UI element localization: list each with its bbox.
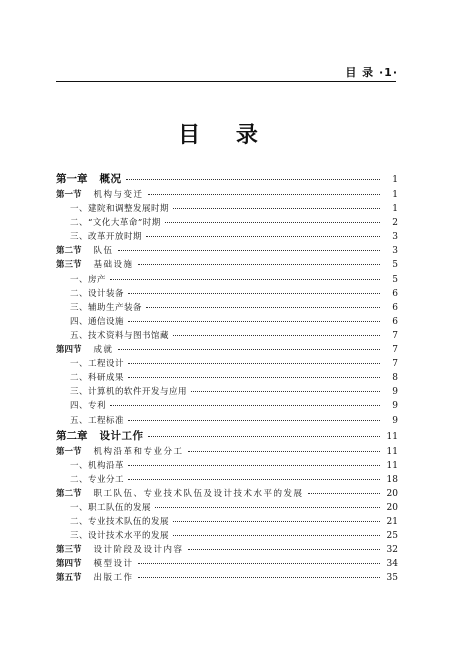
toc-section-title: 设计阶段及设计内容 <box>93 545 184 556</box>
toc-chapter <box>56 171 398 188</box>
toc-section <box>56 543 398 557</box>
toc-item <box>56 230 398 244</box>
toc-item-title: 四、专利 <box>70 401 107 412</box>
toc-item <box>56 287 398 301</box>
toc-page-number: 8 <box>392 373 398 384</box>
toc-item <box>56 414 398 428</box>
toc-section <box>56 343 398 357</box>
dot-leader <box>191 391 380 392</box>
toc-section <box>56 557 398 571</box>
dot-leader <box>188 549 380 550</box>
dot-leader <box>138 264 380 265</box>
toc-section <box>56 571 398 585</box>
toc-section-number: 第五节 <box>56 573 82 584</box>
toc-item-title: 五、工程标准 <box>70 415 125 426</box>
toc-item-title: 二、“文化大革命”时期 <box>70 218 161 229</box>
toc-section-title: 基础设施 <box>93 260 134 271</box>
toc-item-title: 三、改革开放时期 <box>70 232 143 243</box>
dot-leader <box>110 405 380 406</box>
dot-leader <box>118 349 380 350</box>
table-of-contents <box>56 171 398 586</box>
toc-item-title: 一、建院和调整发展时期 <box>70 204 170 215</box>
toc-page-number: 5 <box>392 260 398 271</box>
toc-section-number: 第二节 <box>56 488 82 499</box>
toc-section-title: 机构沿革和专业分工 <box>93 446 184 457</box>
dot-leader <box>138 563 380 564</box>
toc-page-number: 3 <box>392 246 398 257</box>
toc-page-number: 9 <box>392 415 398 426</box>
toc-item <box>56 399 398 413</box>
toc-item-title: 三、计算机的软件开发与应用 <box>70 387 188 398</box>
toc-chapter-number: 第二章 <box>56 429 88 442</box>
toc-item-title: 四、通信设施 <box>70 316 125 327</box>
toc-page-number: 18 <box>386 474 398 485</box>
toc-item <box>56 385 398 399</box>
toc-item <box>56 315 398 329</box>
toc-item-title: 二、科研成果 <box>70 373 125 384</box>
dot-leader <box>173 521 380 522</box>
toc-item <box>56 501 398 515</box>
toc-chapter <box>56 428 398 445</box>
dot-leader <box>110 279 380 280</box>
toc-chapter-title: 概况 <box>99 173 122 185</box>
toc-item-title: 一、职工队伍的发展 <box>70 502 152 513</box>
toc-chapter-title: 设计工作 <box>99 429 144 442</box>
header-rule <box>56 81 396 82</box>
toc-item-title: 一、机构沿革 <box>70 460 125 471</box>
toc-page-number: 20 <box>386 488 398 499</box>
toc-page-number: 20 <box>386 502 398 513</box>
toc-item-title: 二、设计装备 <box>70 288 125 299</box>
toc-item-title: 五、技术资料与图书馆藏 <box>70 330 170 341</box>
toc-section-title: 成就 <box>93 345 114 356</box>
toc-page-number: 11 <box>386 431 398 442</box>
dot-leader <box>173 208 380 209</box>
running-head: 目 录 ·1· <box>345 66 398 79</box>
toc-item <box>56 459 398 473</box>
toc-page-number: 34 <box>386 559 398 570</box>
toc-section-number: 第一节 <box>56 446 82 457</box>
toc-section-number: 第三节 <box>56 260 82 271</box>
toc-item <box>56 301 398 315</box>
toc-page-number: 1 <box>392 175 398 185</box>
dot-leader <box>148 194 380 195</box>
toc-page-number: 11 <box>386 446 398 457</box>
dot-leader <box>128 479 380 480</box>
toc-item-title: 一、房产 <box>70 274 107 285</box>
toc-section-number: 第四节 <box>56 345 82 356</box>
toc-item <box>56 529 398 543</box>
toc-page-number: 1 <box>392 190 398 200</box>
toc-section-number: 第一节 <box>56 190 82 200</box>
toc-item-title: 二、专业分工 <box>70 474 125 485</box>
toc-section <box>56 487 398 501</box>
toc-item <box>56 216 398 230</box>
toc-page-number: 9 <box>392 387 398 398</box>
dot-leader <box>165 222 380 223</box>
toc-page-number: 7 <box>392 330 398 341</box>
toc-section-number: 第三节 <box>56 545 82 556</box>
toc-item <box>56 515 398 529</box>
toc-section-title: 模型设计 <box>93 559 134 570</box>
toc-page-number: 7 <box>392 345 398 356</box>
dot-leader <box>308 493 380 494</box>
toc-page-number: 7 <box>392 359 398 370</box>
dot-leader <box>128 321 380 322</box>
dot-leader <box>138 577 380 578</box>
dot-leader <box>126 179 381 180</box>
dot-leader <box>148 436 381 437</box>
toc-item <box>56 473 398 487</box>
page-title: 目 录 <box>178 123 272 148</box>
toc-section <box>56 244 398 258</box>
toc-page-number: 9 <box>392 401 398 412</box>
toc-page-number: 25 <box>386 531 398 542</box>
dot-leader <box>118 250 380 251</box>
toc-page-number: 32 <box>386 545 398 556</box>
dot-leader <box>128 420 380 421</box>
toc-item <box>56 202 398 216</box>
dot-leader <box>146 236 380 237</box>
dot-leader <box>173 335 380 336</box>
toc-section <box>56 445 398 459</box>
toc-item <box>56 371 398 385</box>
toc-section <box>56 258 398 272</box>
toc-page-number: 5 <box>392 274 398 285</box>
toc-item <box>56 357 398 371</box>
toc-section-number: 第四节 <box>56 559 82 570</box>
toc-item <box>56 273 398 287</box>
toc-section <box>56 188 398 202</box>
dot-leader <box>128 293 380 294</box>
toc-page-number: 1 <box>392 204 398 215</box>
toc-page-number: 6 <box>392 302 398 313</box>
toc-page-number: 2 <box>392 218 398 229</box>
toc-section-title: 职工队伍、专业技术队伍及设计技术水平的发展 <box>93 488 304 499</box>
toc-chapter-number: 第一章 <box>56 173 88 185</box>
toc-section-number: 第二节 <box>56 246 82 257</box>
toc-item-title: 二、专业技术队伍的发展 <box>70 517 170 528</box>
toc-item-title: 三、辅助生产装备 <box>70 302 143 313</box>
dot-leader <box>188 451 380 452</box>
toc-page-number: 35 <box>386 573 398 584</box>
toc-page-number: 3 <box>392 232 398 243</box>
dot-leader <box>173 535 380 536</box>
dot-leader <box>128 377 380 378</box>
toc-page-number: 21 <box>386 517 398 528</box>
toc-section-title: 出版工作 <box>93 573 134 584</box>
toc-section-title: 队伍 <box>93 246 114 257</box>
toc-page-number: 11 <box>386 460 398 471</box>
toc-item-title: 三、设计技术水平的发展 <box>70 531 170 542</box>
dot-leader <box>146 307 380 308</box>
dot-leader <box>128 363 380 364</box>
toc-item-title: 一、工程设计 <box>70 359 125 370</box>
toc-page-number: 6 <box>392 288 398 299</box>
toc-page-number: 6 <box>392 316 398 327</box>
dot-leader <box>128 465 380 466</box>
dot-leader <box>155 507 380 508</box>
toc-section-title: 机构与变迁 <box>93 190 144 200</box>
toc-item <box>56 329 398 343</box>
